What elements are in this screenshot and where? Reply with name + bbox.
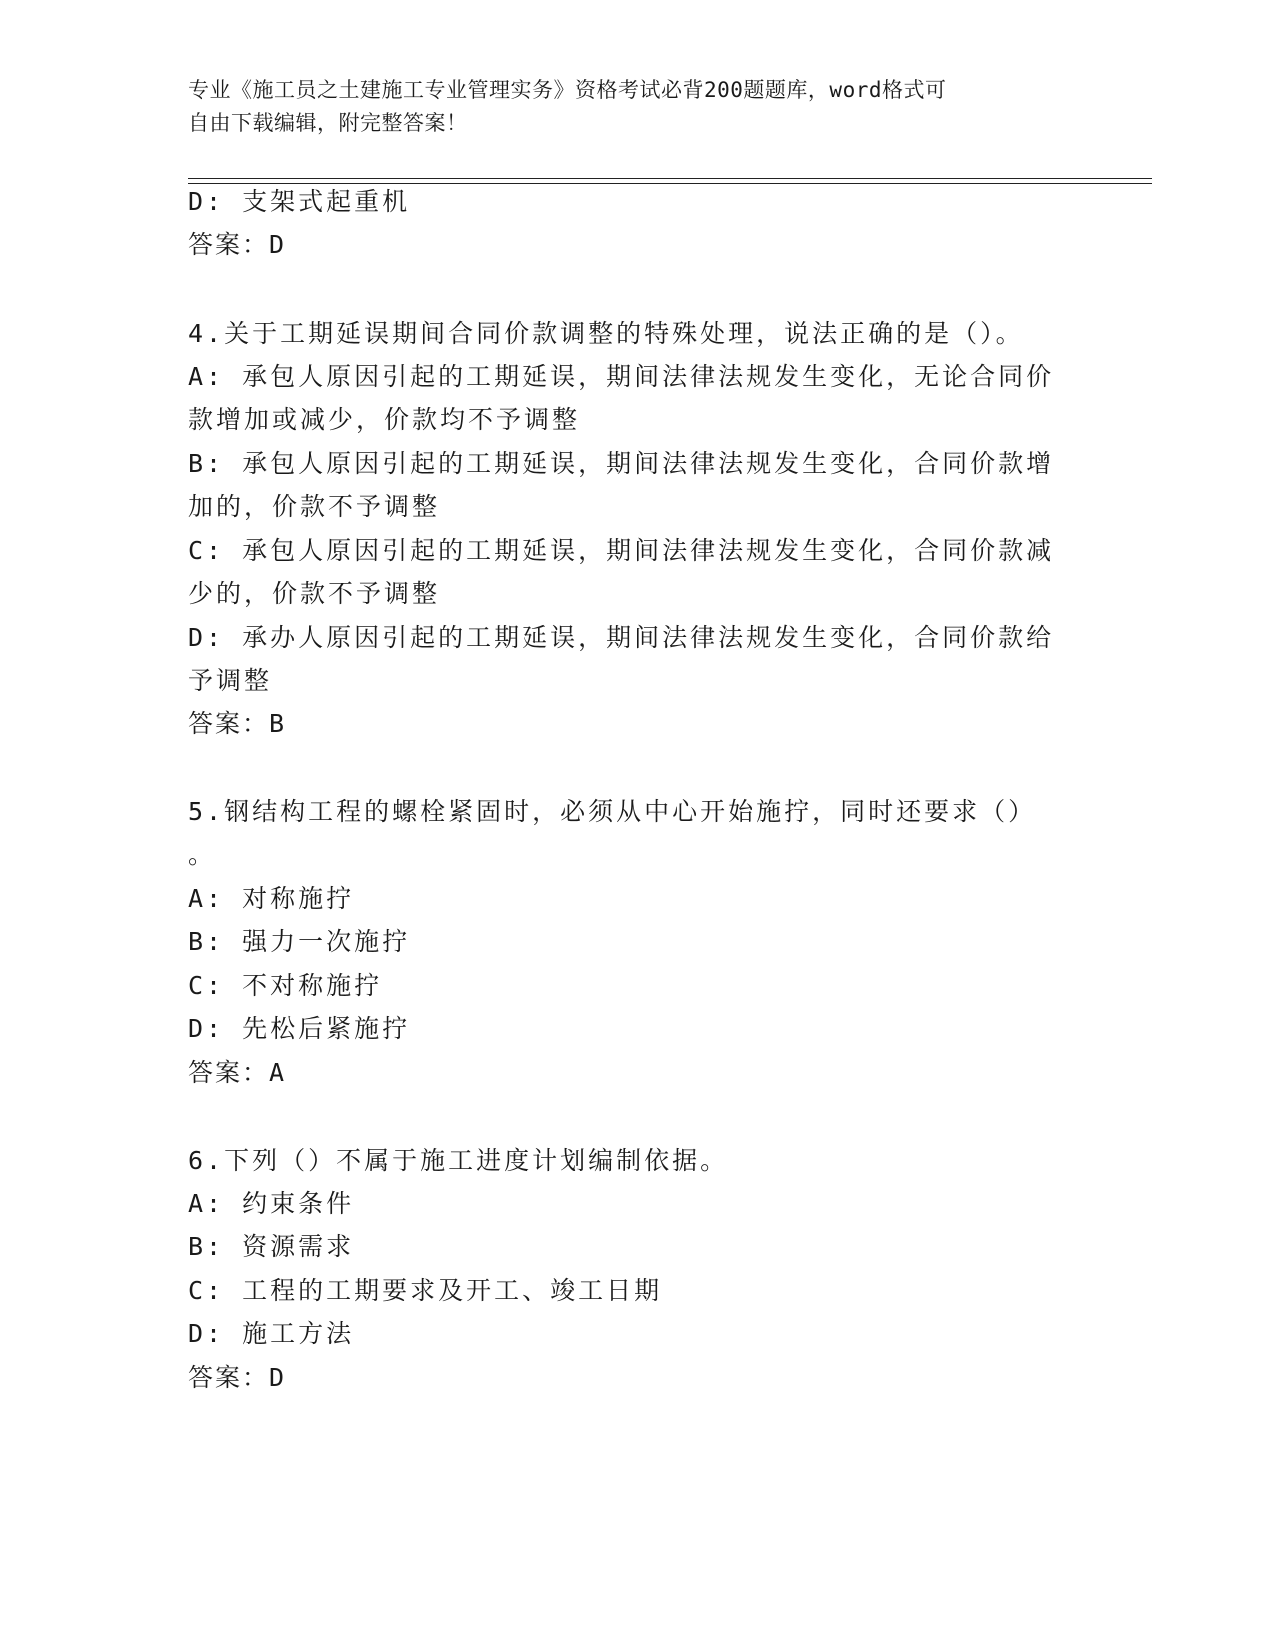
q3-answer: 答案：D <box>188 230 287 259</box>
q4-answer: 答案：B <box>188 709 287 738</box>
q5-option-b: B: 强力一次施拧 <box>188 927 411 956</box>
q4-option-a-line-2: 款增加或减少，价款均不予调整 <box>188 405 581 434</box>
q5-answer: 答案：A <box>188 1058 287 1087</box>
q6-answer: 答案：D <box>188 1363 287 1392</box>
q4-option-d-line-2: 予调整 <box>188 666 273 695</box>
document-header <box>188 74 1068 140</box>
q4-option-a-line-1: A: 承包人原因引起的工期延误，期间法律法规发生变化，无论合同价 <box>188 362 1055 391</box>
q3-option-d: D: 支架式起重机 <box>188 187 411 216</box>
q5-question-line-2: 。 <box>188 840 217 869</box>
q5-option-a: A: 对称施拧 <box>188 884 355 913</box>
q4-option-b-line-2: 加的，价款不予调整 <box>188 492 441 521</box>
q6-option-d: D: 施工方法 <box>188 1319 355 1348</box>
q4-option-d-line-1: D: 承办人原因引起的工期延误，期间法律法规发生变化，合同价款给 <box>188 623 1055 652</box>
header-line-2: 自由下载编辑，附完整答案！ <box>188 111 468 135</box>
q6-option-a: A: 约束条件 <box>188 1189 355 1218</box>
q4-option-c-line-1: C: 承包人原因引起的工期延误，期间法律法规发生变化，合同价款减 <box>188 536 1055 565</box>
q6-option-c: C: 工程的工期要求及开工、竣工日期 <box>188 1276 663 1305</box>
q4-option-c-line-2: 少的，价款不予调整 <box>188 579 441 608</box>
q5-option-c: C: 不对称施拧 <box>188 971 383 1000</box>
q6-question: 6.下列（）不属于施工进度计划编制依据。 <box>188 1146 729 1175</box>
q4-option-b-line-1: B: 承包人原因引起的工期延误，期间法律法规发生变化，合同价款增 <box>188 449 1055 478</box>
q5-question-line-1: 5.钢结构工程的螺栓紧固时，必须从中心开始施拧，同时还要求（） <box>188 797 1037 826</box>
q4-question: 4.关于工期延误期间合同价款调整的特殊处理，说法正确的是（）。 <box>188 319 1024 348</box>
q6-option-b: B: 资源需求 <box>188 1232 355 1261</box>
q5-option-d: D: 先松后紧施拧 <box>188 1014 411 1043</box>
header-line-1: 专业《施工员之土建施工专业管理实务》资格考试必背200题题库，word格式可 <box>188 78 947 102</box>
